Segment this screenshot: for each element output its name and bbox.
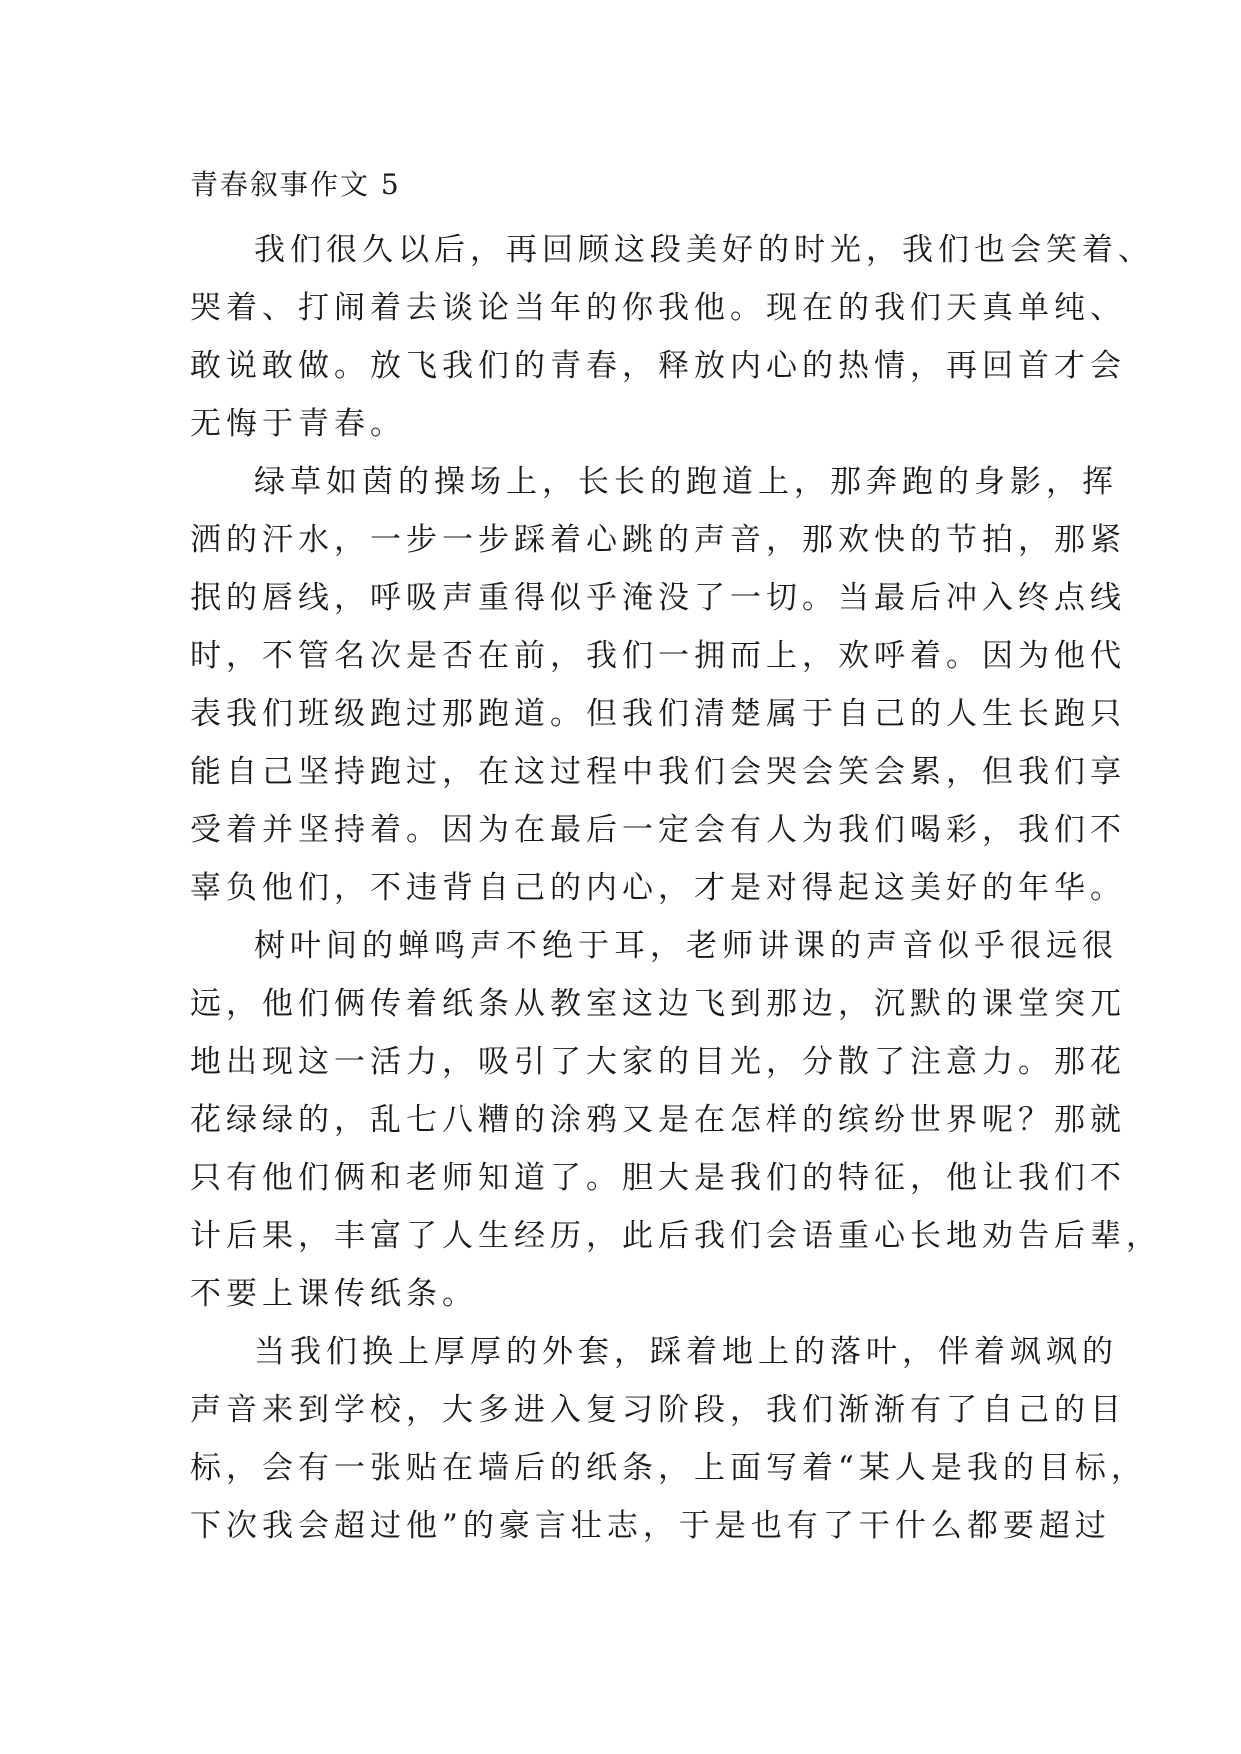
paragraph-line: 下次我会超过他”的豪言壮志，于是也有了干什么都要超过	[190, 1508, 1111, 1544]
paragraph-line: 标，会有一张贴在墙后的纸条，上面写着“某人是我的目标，	[190, 1450, 1147, 1486]
paragraph-line: 远，他们俩传着纸条从教室这边飞到那边，沉默的课堂突兀	[190, 986, 1126, 1022]
paragraph-line: 洒的汗水，一步一步踩着心跳的声音，那欢快的节拍，那紧	[190, 522, 1126, 558]
paragraph-line: 计后果，丰富了人生经历，此后我们会语重心长地劝告后辈，	[190, 1218, 1162, 1254]
paragraph-line: 敢说敢做。放飞我们的青春，释放内心的热情，再回首才会	[190, 348, 1126, 384]
paragraph-line: 绿草如茵的操场上，长长的跑道上，那奔跑的身影，挥	[254, 464, 1118, 500]
paragraph-line: 花绿绿的，乱七八糟的涂鸦又是在怎样的缤纷世界呢？那就	[190, 1102, 1126, 1138]
paragraph-line: 当我们换上厚厚的外套，踩着地上的落叶，伴着飒飒的	[254, 1334, 1118, 1370]
paragraph-line: 辜负他们，不违背自己的内心，才是对得起这美好的年华。	[190, 870, 1126, 906]
paragraph	[190, 917, 1162, 1323]
paragraph-line: 只有他们俩和老师知道了。胆大是我们的特征，他让我们不	[190, 1160, 1126, 1196]
paragraph-line: 不要上课传纸条。	[190, 1276, 478, 1312]
paragraph	[190, 453, 1126, 917]
paragraph-line: 受着并坚持着。因为在最后一定会有人为我们喝彩，我们不	[190, 812, 1126, 848]
paragraph-line: 我们很久以后，再回顾这段美好的时光，我们也会笑着、	[254, 232, 1154, 268]
paragraph-line: 时，不管名次是否在前，我们一拥而上，欢呼着。因为他代	[190, 638, 1126, 674]
paragraph-line: 声音来到学校，大多进入复习阶段，我们渐渐有了自己的目	[190, 1392, 1126, 1428]
paragraph-line: 哭着、打闹着去谈论当年的你我他。现在的我们天真单纯、	[190, 290, 1126, 326]
document-title: 青春叙事作文 5	[190, 168, 401, 201]
document-body	[190, 163, 1162, 1555]
paragraph	[190, 221, 1154, 453]
paragraph-line: 能自己坚持跑过，在这过程中我们会哭会笑会累，但我们享	[190, 754, 1126, 790]
paragraph-line: 抿的唇线，呼吸声重得似乎淹没了一切。当最后冲入终点线	[190, 580, 1126, 616]
paragraph-line: 无悔于青春。	[190, 406, 406, 442]
paragraph-line: 地出现这一活力，吸引了大家的目光，分散了注意力。那花	[190, 1044, 1126, 1080]
paragraph	[190, 1323, 1147, 1555]
paragraph-line: 表我们班级跑过那跑道。但我们清楚属于自己的人生长跑只	[190, 696, 1126, 732]
paragraph-line: 树叶间的蝉鸣声不绝于耳，老师讲课的声音似乎很远很	[254, 928, 1118, 964]
